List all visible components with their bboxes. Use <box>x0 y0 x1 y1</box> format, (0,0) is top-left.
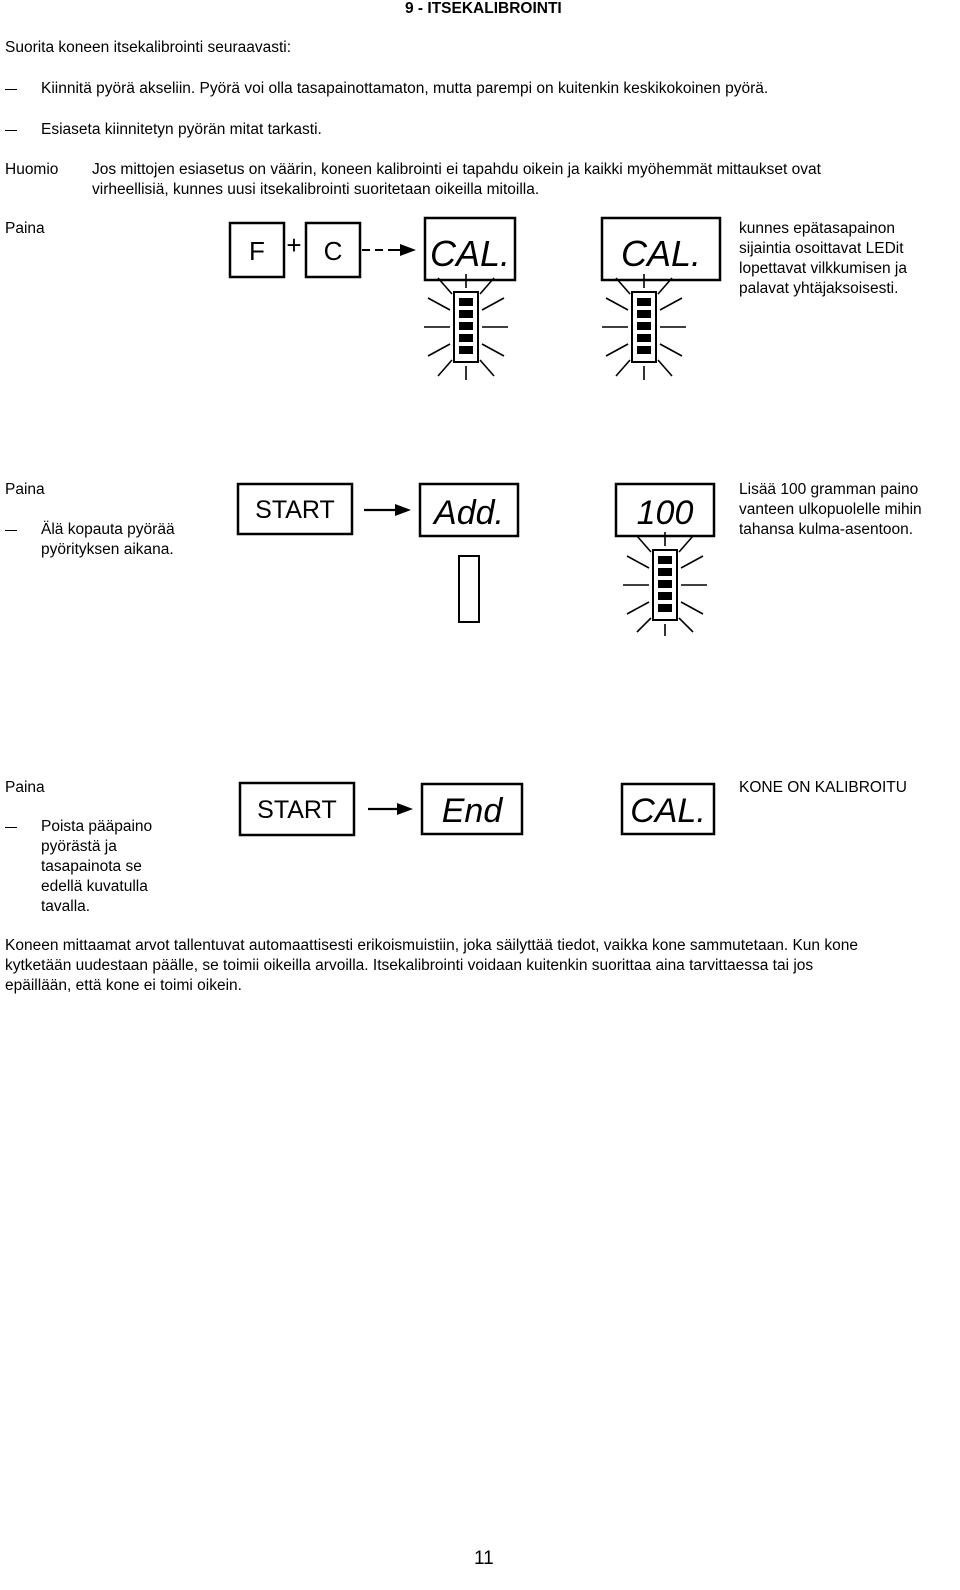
block1-desc-1: kunnes epätasapainon <box>739 220 895 237</box>
display-cal: CAL. <box>620 233 702 274</box>
press-label-1: Paina <box>5 220 45 237</box>
block2-note-1: Älä kopauta pyörää <box>41 521 175 538</box>
block3-note-3: tasapainota se <box>41 858 142 875</box>
note-label: Huomio <box>5 161 59 178</box>
block3-note-4: edellä kuvatulla <box>41 878 148 895</box>
dash-bullet <box>5 827 17 828</box>
footer-line-3: epäillään, että kone ei toimi oikein. <box>5 977 242 994</box>
calibration-add-diagram <box>230 470 730 640</box>
intro-text: Suorita koneen itsekalibrointi seuraavasti: <box>5 39 292 56</box>
block1-desc-2: sijaintia osoittavat LEDit <box>739 240 904 257</box>
display-add: Add. <box>434 494 504 532</box>
footer-line-2: kytketään uudestaan päälle, se toimii oikeilla arvoilla. Itsekalibrointi voidaan kuitenkin suorittaa aina tarvittaessa tai jos <box>5 957 814 974</box>
blinking-led-icon <box>623 532 707 636</box>
key-f: F <box>249 236 265 266</box>
key-c: C <box>323 236 343 266</box>
led-off-icon <box>459 556 479 622</box>
dash-bullet <box>5 89 17 90</box>
block1-desc-3: lopettavat vilkkumisen ja <box>739 260 907 277</box>
block2-desc-1: Lisää 100 gramman paino <box>739 481 919 498</box>
block2-desc-3: tahansa kulma-asentoon. <box>739 521 914 538</box>
start-key: START <box>257 796 337 824</box>
display-cal: CAL. <box>630 792 706 830</box>
dash-bullet <box>5 130 17 131</box>
display-end: End <box>441 792 503 830</box>
press-label-3: Paina <box>5 779 45 796</box>
block3-note-5: tavalla. <box>41 898 91 915</box>
display-100: 100 <box>636 494 694 532</box>
footer-line-1: Koneen mittaamat arvot tallentuvat automaattisesti erikoismuistiin, joka säilyttää tiedot, vaikka kone sammutetaan. Kun kone <box>5 937 858 954</box>
page-number: 11 <box>474 1548 494 1569</box>
note-line-1: Jos mittojen esiasetus on väärin, koneen kalibrointi ei tapahdu oikein ja kaikki myöhemmät mittaukset ovat <box>92 161 821 178</box>
start-key: START <box>255 496 335 524</box>
section-title: 9 - ITSEKALIBROINTI <box>405 0 562 17</box>
press-label-2: Paina <box>5 481 45 498</box>
step-1: Kiinnitä pyörä akseliin. Pyörä voi olla tasapainottamaton, mutta parempi on kuitenkin keskikokoinen pyörä. <box>41 80 769 97</box>
block1-desc-4: palavat yhtäjaksoisesti. <box>739 280 899 297</box>
calibration-end-diagram <box>230 770 720 850</box>
blinking-led-icon <box>424 274 508 380</box>
block3-note-1: Poista pääpaino <box>41 818 153 835</box>
step-2: Esiaseta kiinnitetyn pyörän mitat tarkasti. <box>41 121 322 138</box>
calibrated-message: KONE ON KALIBROITU <box>739 779 907 796</box>
calibration-start-diagram <box>220 210 730 385</box>
plus-sign: + <box>286 230 302 260</box>
note-line-2: virheellisiä, kunnes uusi itsekalibrointi suoritetaan oikeilla mitoilla. <box>92 181 540 198</box>
block2-note-2: pyörityksen aikana. <box>41 541 174 558</box>
block2-desc-2: vanteen ulkopuolelle mihin <box>739 501 922 518</box>
display-cal: CAL. <box>429 233 511 274</box>
dash-bullet <box>5 530 17 531</box>
blinking-led-icon <box>602 274 686 380</box>
block3-note-2: pyörästä ja <box>41 838 117 855</box>
